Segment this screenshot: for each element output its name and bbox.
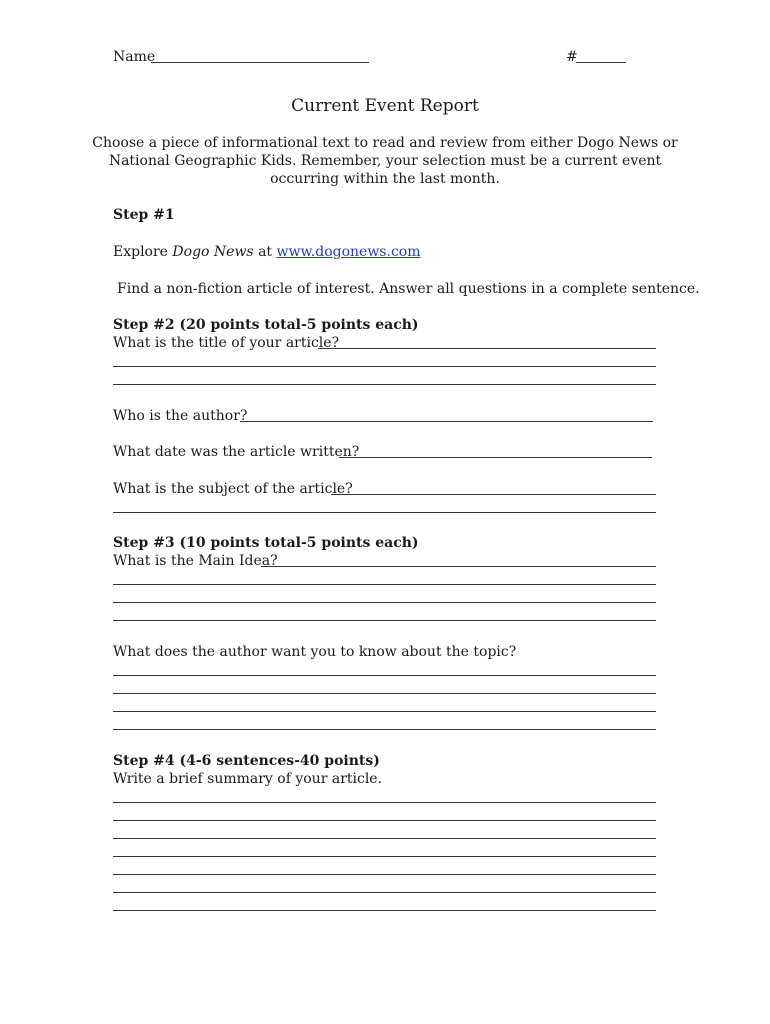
explore-site-name: Dogo News — [172, 244, 254, 260]
intro-line-1: Choose a piece of informational text to read and review from either Dogo News or — [92, 135, 678, 151]
answer-line[interactable] — [113, 729, 656, 730]
answer-line[interactable] — [113, 602, 656, 603]
page-title: Current Event Report — [291, 96, 479, 116]
step2-heading: Step #2 (20 points total-5 points each) — [113, 317, 419, 333]
answer-line-date[interactable] — [339, 457, 652, 458]
answer-line[interactable] — [113, 512, 656, 513]
question-date: What date was the article written? — [113, 444, 360, 460]
step3-heading: Step #3 (10 points total-5 points each) — [113, 535, 419, 551]
answer-line[interactable] — [113, 693, 656, 694]
answer-line[interactable] — [113, 675, 656, 676]
answer-line-subject[interactable] — [331, 494, 656, 495]
intro-line-2: National Geographic Kids. Remember, your selection must be a current event — [108, 153, 662, 169]
step1-heading: Step #1 — [113, 207, 175, 223]
answer-line[interactable] — [113, 584, 656, 585]
step4-instruction: Write a brief summary of your article. — [113, 771, 383, 787]
number-field[interactable] — [576, 62, 626, 63]
name-label: Name — [113, 49, 156, 65]
answer-line[interactable] — [113, 384, 656, 385]
question-author-want: What does the author want you to know about the topic? — [113, 644, 517, 660]
answer-line-main-idea[interactable] — [261, 566, 656, 567]
step1-instruction: Find a non-fiction article of interest. Answer all questions in a complete sentence. — [117, 281, 700, 297]
answer-line-title[interactable] — [318, 348, 656, 349]
answer-line-author[interactable] — [240, 421, 653, 422]
question-author: Who is the author? — [113, 408, 248, 424]
question-title: What is the title of your article? — [113, 335, 340, 351]
answer-line[interactable] — [113, 838, 656, 839]
number-label: # — [566, 49, 578, 65]
question-main-idea: What is the Main Idea? — [113, 553, 278, 569]
answer-line[interactable] — [113, 366, 656, 367]
answer-line[interactable] — [113, 856, 656, 857]
explore-at: at — [253, 244, 277, 260]
explore-prefix: Explore — [113, 244, 173, 260]
explore-line — [113, 243, 421, 261]
question-subject: What is the subject of the article? — [113, 481, 353, 497]
intro-line-3: occurring within the last month. — [270, 171, 500, 187]
step4-heading: Step #4 (4-6 sentences-40 points) — [113, 753, 380, 769]
answer-line[interactable] — [113, 711, 656, 712]
dogonews-link[interactable]: www.dogonews.com — [276, 244, 421, 260]
answer-line[interactable] — [113, 820, 656, 821]
answer-line[interactable] — [113, 874, 656, 875]
answer-line[interactable] — [113, 892, 656, 893]
answer-line[interactable] — [113, 802, 656, 803]
name-field[interactable] — [151, 62, 369, 63]
answer-line[interactable] — [113, 910, 656, 911]
answer-line[interactable] — [113, 620, 656, 621]
